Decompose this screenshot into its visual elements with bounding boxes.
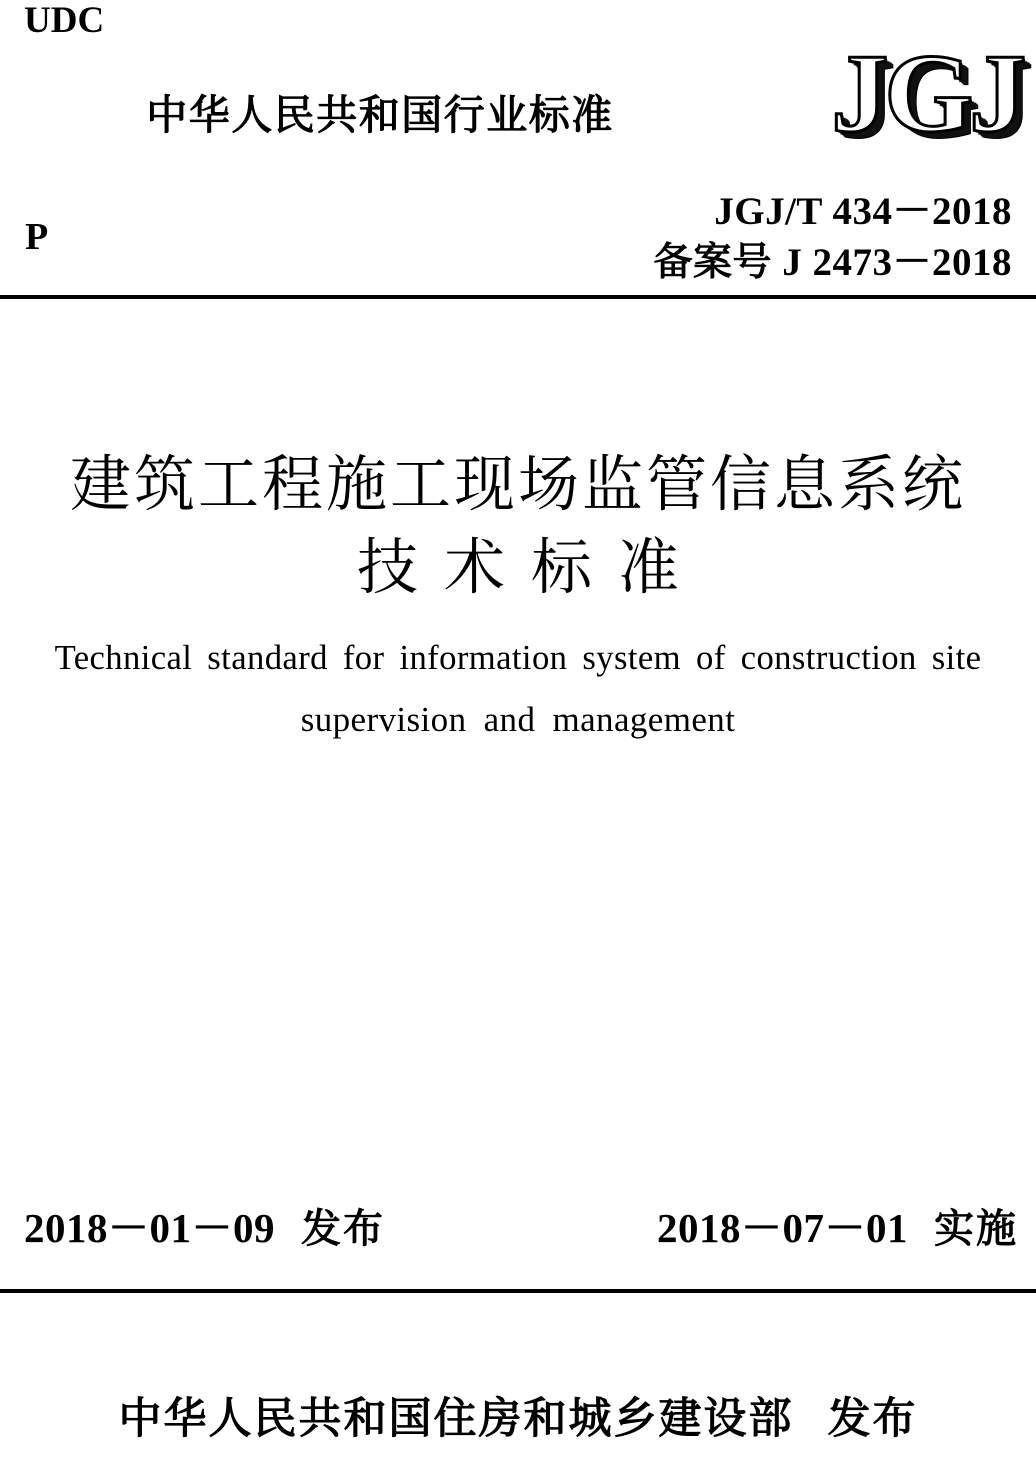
- subtitle-line-2: supervision and management: [300, 700, 736, 739]
- udc-label: UDC: [24, 0, 105, 41]
- page-title-line-1: 建筑工程施工现场监管信息系统: [69, 452, 966, 519]
- publisher-name: 中华人民共和国住房和城乡建设部: [118, 1395, 794, 1443]
- standard-number-block: [653, 186, 1012, 289]
- publisher-line: [0, 1395, 1036, 1443]
- header-divider: [0, 295, 1036, 299]
- classification-label: P: [25, 216, 49, 258]
- issue-date-label: 发布: [301, 1207, 385, 1251]
- footer-divider: [0, 1289, 1036, 1293]
- issue-date-block: [24, 1205, 385, 1251]
- standard-number: JGJ/T 434－2018: [714, 190, 1012, 233]
- subtitle-line-1: Technical standard for information system of construction site: [54, 638, 982, 677]
- document-subtitle: [22, 630, 1014, 748]
- record-number: 备案号 J 2473－2018: [653, 241, 1012, 285]
- issue-date-value: 2018－01－09: [24, 1205, 275, 1251]
- dates-row: [0, 1205, 1036, 1264]
- standard-category-heading: 中华人民共和国行业标准: [146, 92, 614, 138]
- document-title: [0, 448, 1036, 608]
- effective-date-label: 实施: [934, 1207, 1018, 1251]
- jgj-logo: JGJ: [831, 32, 1022, 156]
- page-title-line-2: 技术标准: [356, 534, 705, 602]
- publisher-verb: 发布: [827, 1395, 918, 1443]
- effective-date-block: [657, 1205, 1018, 1251]
- effective-date-value: 2018－07－01: [657, 1205, 908, 1251]
